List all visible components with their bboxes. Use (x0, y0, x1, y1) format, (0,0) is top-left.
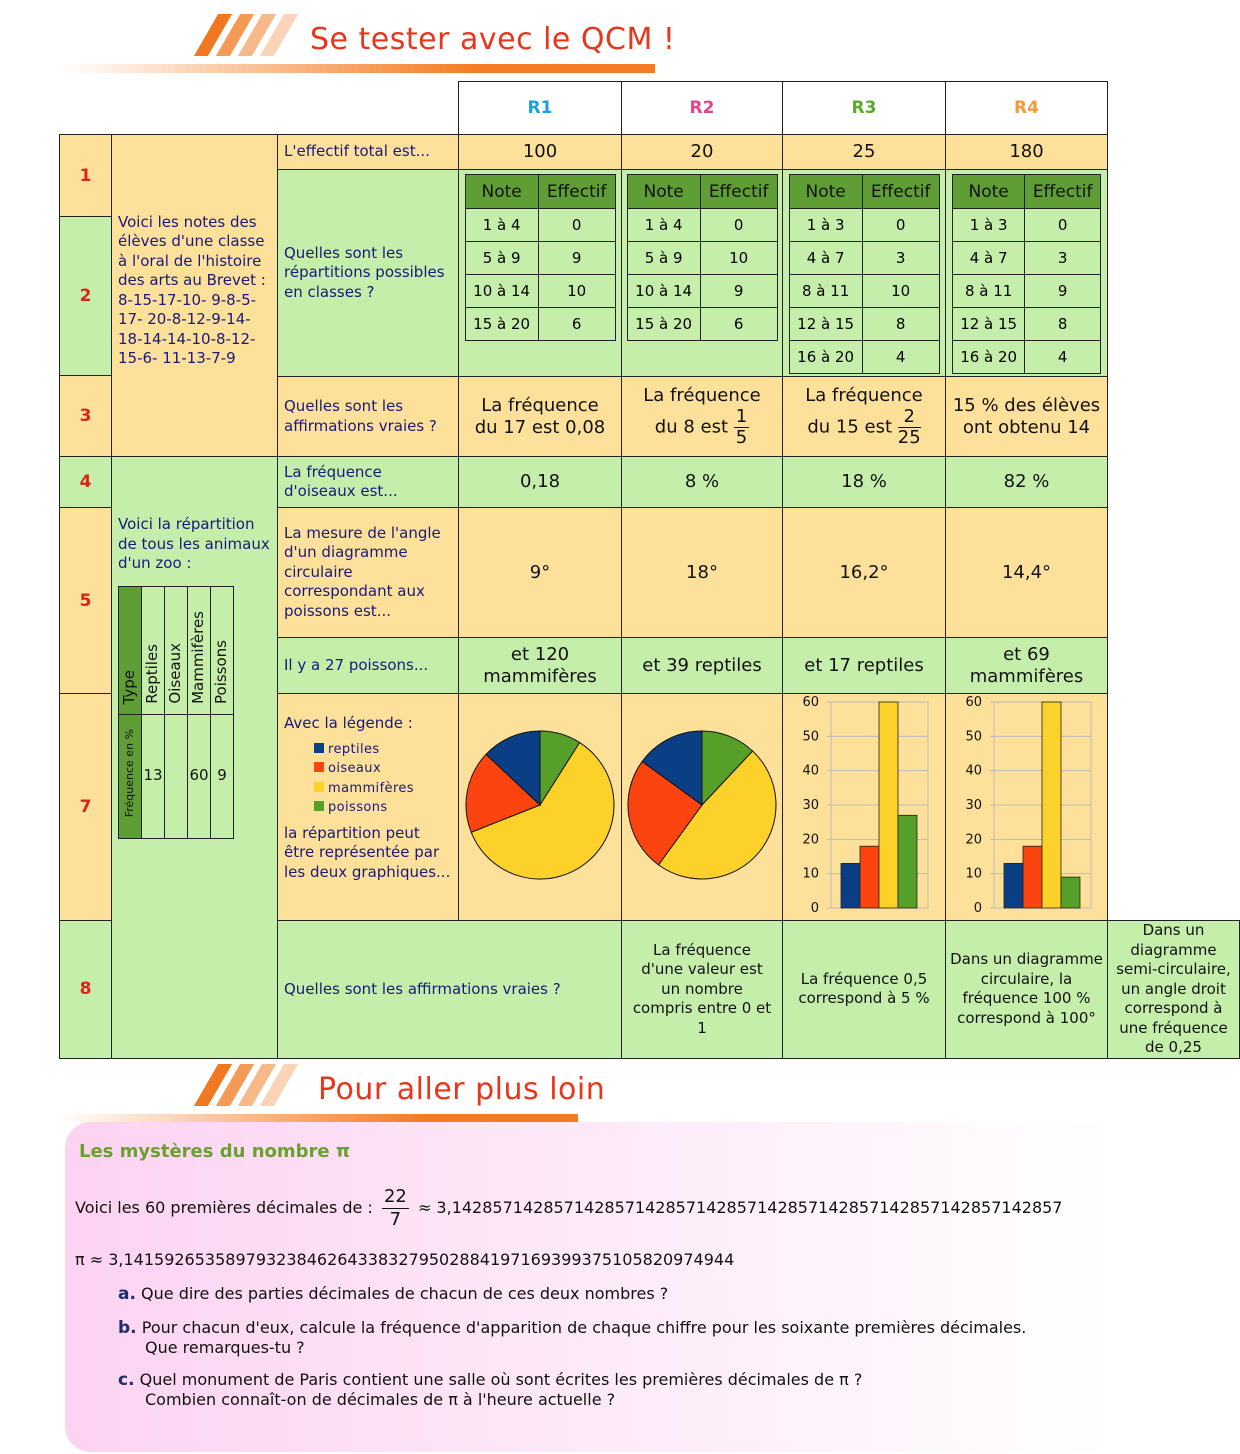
pie-chart (622, 725, 782, 885)
page-title: Se tester avec le QCM ! (310, 22, 676, 57)
y-tick-label: 20 (965, 832, 982, 848)
question-8: Quelles sont les affirmations vraies ? (278, 921, 622, 1059)
column-header-r2: R2 (622, 82, 783, 135)
y-tick-label: 60 (965, 695, 982, 710)
row-number: 4 (60, 457, 112, 508)
bonus-line-2: π ≈ 3,141592653589793238462643383279502884197169399375105820974944 (75, 1250, 735, 1269)
header-underline (60, 64, 655, 73)
answer-1-r1: 100 (459, 135, 622, 170)
answer-6-r1: et 120 mammifères (459, 638, 622, 694)
answer-3-r3: La fréquence du 15 est $\frac{2}{25}$ (783, 377, 946, 457)
answer-2-r4 (946, 170, 1108, 377)
zoo-type: Mammifères (188, 586, 211, 714)
section-title: Pour aller plus loin (318, 1072, 606, 1107)
bonus-question-b: b. Pour chacun d'eux, calcule la fréquence d'apparition de chaque chiffre pour les soixante premières décimales. Que remarques-tu ? (118, 1318, 1027, 1357)
zoo-freq: 13 (142, 714, 165, 838)
column-header-r3: R3 (783, 82, 946, 135)
class-table: Note Effectif 1 à 4 0 5 à 9 10 10 à 14 9 15 à 20 6 (627, 174, 778, 341)
zoo-freq: 60 (188, 714, 211, 838)
bar-oiseaux (1023, 846, 1042, 908)
answer-6-r4: et 69 mammifères (946, 638, 1108, 694)
question-7: Avec la légende : reptiles oiseaux mammifères poissons la répartition peut être représentée par les deux graphiques... (278, 694, 459, 921)
answer-1-r3: 25 (783, 135, 946, 170)
question-6: Il y a 27 poissons... (278, 638, 459, 694)
answer-7-r1 (459, 694, 622, 921)
row-number: 8 (60, 921, 112, 1059)
y-tick-label: 10 (965, 866, 982, 882)
question-2: Quelles sont les répartitions possibles en classes ? (278, 170, 459, 377)
answer-5-r2: 18° (622, 508, 783, 638)
bar-poissons (898, 815, 917, 908)
legend-item: poissons (314, 798, 452, 818)
y-tick-label: 60 (802, 695, 819, 710)
zoo-type: Poissons (211, 586, 234, 714)
bar-mammiferes (1042, 702, 1061, 908)
row-number: 1 (60, 135, 112, 217)
answer-5-r3: 16,2° (783, 508, 946, 638)
qcm-table (59, 81, 1240, 1059)
answer-2-r3 (783, 170, 946, 377)
fraction: $\frac{1}{5}$ (735, 406, 748, 448)
pie-chart (460, 725, 620, 885)
answer-7-r4 (946, 694, 1108, 921)
zoo-type-header: Type (119, 586, 142, 714)
answer-4-r4: 82 % (946, 457, 1108, 508)
context-notes: Voici les notes des élèves d'une classe à l'oral de l'histoire des arts au Brevet : 8-15-17-10- 9-8-5-17- 20-8-12-9-14-18-14-14-10-8-12-15-6- 11-13-7-9 (112, 135, 278, 457)
answer-8-r4: Dans un diagramme semi-circulaire, un angle droit correspond à une fréquence de 0,25 (1108, 921, 1240, 1059)
zoo-freq (165, 714, 188, 838)
bar-mammiferes (879, 702, 898, 908)
row-number: 5 (60, 508, 112, 694)
answer-1-r2: 20 (622, 135, 783, 170)
answer-8-r1: La fréquence d'une valeur est un nombre compris entre 0 et 1 (622, 921, 783, 1059)
question-1: L'effectif total est... (278, 135, 459, 170)
y-tick-label: 50 (965, 729, 982, 745)
answer-7-r2 (622, 694, 783, 921)
bar-chart (946, 694, 1106, 916)
row-number: 2 (60, 217, 112, 376)
legend-item: mammifères (314, 779, 452, 799)
answer-6-r3: et 17 reptiles (783, 638, 946, 694)
zoo-type: Oiseaux (165, 586, 188, 714)
zoo-freq-header: Fréquence en % (119, 714, 142, 838)
bar-reptiles (841, 863, 860, 908)
legend-item: oiseaux (314, 759, 452, 779)
bar-oiseaux (860, 846, 879, 908)
bar-reptiles (1004, 863, 1023, 908)
answer-3-r2: La fréquence du 8 est $\frac{1}{5}$ (622, 377, 783, 457)
bar-chart (783, 694, 943, 916)
y-tick-label: 20 (802, 832, 819, 848)
question-5: La mesure de l'angle d'un diagramme circulaire correspondant aux poissons est... (278, 508, 459, 638)
y-tick-label: 30 (802, 798, 819, 813)
question-3: Quelles sont les affirmations vraies ? (278, 377, 459, 457)
zoo-type: Reptiles (142, 586, 165, 714)
zoo-freq: 9 (211, 714, 234, 838)
row-number: 7 (60, 694, 112, 921)
bonus-line-1: Voici les 60 premières décimales de : $\frac{22}{7}$ ≈ 3,142857142857142857142857142857142857142857142857142857142857 (75, 1186, 1063, 1230)
column-header-r4: R4 (946, 82, 1108, 135)
row-number: 3 (60, 376, 112, 457)
answer-7-r3 (783, 694, 946, 921)
answer-2-r2 (622, 170, 783, 377)
answer-8-r3: Dans un diagramme circulaire, la fréquence 100 % correspond à 100° (946, 921, 1108, 1059)
question-4: La fréquence d'oiseaux est... (278, 457, 459, 508)
answer-8-r2: La fréquence 0,5 correspond à 5 % (783, 921, 946, 1059)
class-table: Note Effectif 1 à 3 0 4 à 7 3 8 à 11 9 12 à 15 8 16 à 20 4 (952, 174, 1101, 374)
answer-4-r1: 0,18 (459, 457, 622, 508)
class-table: Note Effectif 1 à 4 0 5 à 9 9 10 à 14 10 15 à 20 6 (465, 174, 616, 341)
y-tick-label: 0 (973, 901, 982, 916)
answer-1-r4: 180 (946, 135, 1108, 170)
zoo-table (118, 586, 234, 839)
answer-5-r1: 9° (459, 508, 622, 638)
y-tick-label: 30 (965, 798, 982, 813)
column-header-r1: R1 (459, 82, 622, 135)
fraction: $\frac{22}{7}$ (383, 1186, 407, 1230)
answer-5-r4: 14,4° (946, 508, 1108, 638)
context-zoo: Voici la répartition de tous les animaux d'un zoo : Type Reptiles Oiseaux Mammifères Poissons Fréquence en % 13 60 9 (112, 457, 278, 1059)
class-table: Note Effectif 1 à 3 0 4 à 7 3 8 à 11 10 12 à 15 8 16 à 20 4 (789, 174, 940, 374)
answer-4-r2: 8 % (622, 457, 783, 508)
y-tick-label: 0 (810, 901, 819, 916)
answer-4-r3: 18 % (783, 457, 946, 508)
bonus-subtitle: Les mystères du nombre π (79, 1141, 351, 1162)
bar-poissons (1061, 877, 1080, 908)
answer-2-r1 (459, 170, 622, 377)
answer-3-r4: 15 % des élèves ont obtenu 14 (946, 377, 1108, 457)
answer-3-r1: La fréquence du 17 est 0,08 (459, 377, 622, 457)
answer-6-r2: et 39 reptiles (622, 638, 783, 694)
y-tick-label: 40 (802, 763, 819, 779)
y-tick-label: 50 (802, 729, 819, 745)
y-tick-label: 40 (965, 763, 982, 779)
legend-item: reptiles (314, 740, 452, 760)
fraction: $\frac{2}{25}$ (897, 406, 921, 448)
y-tick-label: 10 (802, 866, 819, 882)
bonus-question-a: a. Que dire des parties décimales de chacun de ces deux nombres ? (118, 1284, 669, 1304)
bonus-question-c: c. Quel monument de Paris contient une salle où sont écrites les premières décimales de π ? Combien connaît-on de décimales de π à l'heure actuelle ? (118, 1370, 863, 1409)
